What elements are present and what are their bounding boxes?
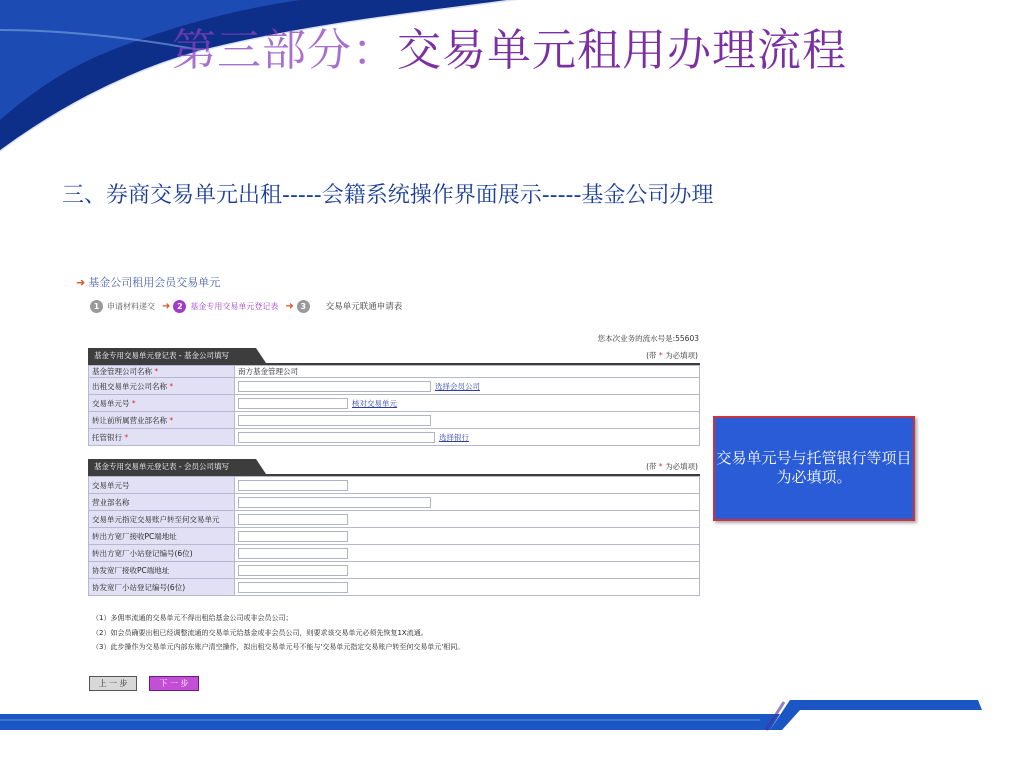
verify-trading-unit-link[interactable]: 核对交易单元	[352, 398, 397, 408]
slide-title: 第三部分：交易单元租用办理流程	[172, 25, 847, 76]
transfer-out-station-number-input[interactable]	[238, 548, 348, 559]
field-label: 转让前所属营业部名称 *	[89, 412, 235, 429]
table-row	[89, 511, 700, 528]
form-header	[88, 348, 700, 365]
table-row	[89, 429, 700, 446]
table-row	[89, 562, 700, 579]
table-row	[89, 395, 700, 412]
field-label: 基金管理公司名称 *	[89, 366, 235, 378]
field-label: 转出方宽厂小站登记编号(6位)	[89, 545, 235, 562]
required-note: (带 * 为必填项)	[646, 351, 698, 360]
step-arrow-icon: ➜	[162, 300, 171, 312]
field-label: 协发宽厂小站登记编号(6位)	[89, 579, 235, 596]
step-3-number: 3	[297, 300, 310, 313]
fund-company-table	[88, 365, 700, 446]
former-branch-input[interactable]	[238, 415, 431, 426]
designated-account-unit-input[interactable]	[238, 514, 348, 525]
step-1-label: 申请材料递交	[107, 301, 155, 311]
previous-step-button[interactable]: 上 一 步	[89, 676, 137, 691]
field-label: 协发宽厂接收PC端地址	[89, 562, 235, 579]
trading-unit-input[interactable]	[238, 398, 348, 409]
note-item: （2）如会员确要出租已经调整流通的交易单元给基金或非会员公司，则要求该交易单元必须先恢复1X流通。	[92, 628, 428, 637]
field-label: 交易单元指定交易账户转至何交易单元	[89, 511, 235, 528]
breadcrumb	[76, 274, 220, 290]
member-company-table	[88, 476, 700, 596]
table-row	[89, 528, 700, 545]
field-label: 交易单元号	[89, 477, 235, 494]
form-tab-title: 基金专用交易单元登记表 - 会员公司填写	[88, 459, 256, 474]
field-label: 交易单元号 *	[89, 395, 235, 412]
table-row	[89, 412, 700, 429]
table-row	[89, 579, 700, 596]
table-row	[89, 477, 700, 494]
arrow-right-icon: ➜	[76, 276, 86, 289]
member-company-form	[88, 459, 700, 596]
step-2-label: 基金专用交易单元登记表	[190, 301, 279, 311]
coop-pc-address-input[interactable]	[238, 565, 348, 576]
slide-subtitle: 三、券商交易单元出租-----会籍系统操作界面展示-----基金公司办理	[62, 183, 714, 208]
notes-list	[92, 611, 464, 655]
field-label: 出租交易单元公司名称 *	[89, 378, 235, 395]
table-row	[89, 494, 700, 511]
serial-number-text: 您本次业务的流水号是:55603	[597, 334, 699, 343]
table-row	[89, 378, 700, 395]
note-item: （3）此步操作为交易单元内部东账户清空操作，拟出租交易单元号不能与'交易单元指定交易账户转至何交易单元'相同。	[92, 643, 465, 651]
field-label: 营业部名称	[89, 494, 235, 511]
select-member-company-link[interactable]: 选择会员公司	[435, 381, 480, 391]
breadcrumb-label: 基金公司租用会员交易单元	[88, 276, 221, 289]
fund-company-form	[88, 348, 700, 446]
next-step-button[interactable]: 下 一 步	[149, 676, 199, 691]
step-arrow-icon: ➜	[285, 300, 294, 312]
coop-station-number-input[interactable]	[238, 582, 348, 593]
required-note: (带 * 为必填项)	[646, 462, 698, 471]
branch-name-input[interactable]	[238, 497, 431, 508]
member-trading-unit-input[interactable]	[238, 480, 348, 491]
table-row	[89, 545, 700, 562]
form-tab-title: 基金专用交易单元登记表 - 基金公司填写	[88, 348, 256, 363]
fund-company-name-value: 南方基金管理公司	[235, 366, 700, 378]
field-label: 转出方宽厂接收PC端地址	[89, 528, 235, 545]
step-indicator	[90, 298, 402, 314]
field-label: 托管银行 *	[89, 429, 235, 446]
table-row	[89, 366, 700, 378]
step-2-number: 2	[173, 300, 186, 313]
form-header	[88, 459, 700, 476]
footer-bar	[0, 698, 1024, 738]
callout-box: 交易单元号与托管银行等项目为必填项。	[713, 416, 915, 521]
step-1-number: 1	[90, 300, 103, 313]
select-bank-link[interactable]: 选择银行	[439, 432, 469, 442]
transfer-out-pc-address-input[interactable]	[238, 531, 348, 542]
custodian-bank-input[interactable]	[238, 432, 435, 443]
note-item: （1）多佣率流通的交易单元不得出租给基金公司或非会员公司；	[92, 614, 293, 622]
lessor-company-input[interactable]	[238, 381, 431, 392]
step-3-label: 交易单元联通申请表	[325, 302, 403, 312]
